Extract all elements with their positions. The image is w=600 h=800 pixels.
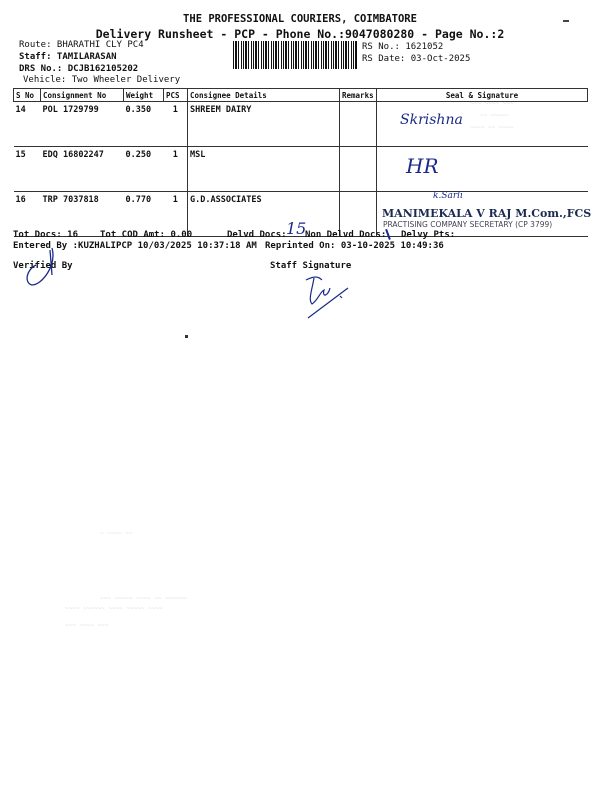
col-consignee: Consignee Details [188, 89, 340, 102]
signature-row14: Skrishna [400, 112, 463, 128]
faint-text: ~~ ~~~~~ [480, 112, 509, 119]
row-pcs: 1 [164, 147, 188, 192]
row-weight: 0.250 [124, 147, 164, 192]
drs-number: DRS No.: DCJB162105202 [19, 64, 139, 74]
verified-signature-icon [22, 245, 62, 290]
col-sno: S No [14, 89, 41, 102]
row-consignment: TRP 7037818 [41, 192, 124, 237]
faint-text: ~~~ ~~~~ ~~~ [65, 622, 109, 629]
rs-date: RS Date: 03-Oct-2025 [362, 54, 471, 64]
route: Route: BHARATHI CLY PC4 [19, 40, 144, 50]
non-delivered-docs: Non Delvd Docs: [305, 230, 387, 240]
mark [563, 20, 569, 22]
table-row [14, 147, 588, 192]
stamp-role: PRACTISING COMPANY SECRETARY (CP 3799) [383, 220, 553, 229]
company-title: THE PROFESSIONAL COURIERS, COIMBATORE [183, 13, 417, 25]
col-pcs: PCS [164, 89, 188, 102]
faint-text: ~~~~ ~~~~~~ ~~~~ ~~~~~ ~~~~ [65, 605, 163, 612]
col-seal: Seal & Signature [377, 89, 588, 102]
vehicle: Vehicle: Two Wheeler Delivery [23, 75, 181, 85]
row-remarks [340, 147, 377, 192]
verified-by: Verified By [13, 261, 73, 271]
total-cod: Tot COD Amt: 0.00 [100, 230, 193, 240]
row-sno: 15 [14, 147, 41, 192]
delivered-docs: Delvd Docs: [227, 230, 287, 240]
reprinted-on: Reprinted On: 03-10-2025 10:49:36 [265, 241, 444, 251]
row-pcs: 1 [164, 102, 188, 147]
barcode [233, 41, 358, 69]
row-consignee: G.D.ASSOCIATES [188, 192, 340, 237]
col-remarks: Remarks [340, 89, 377, 102]
row-consignment: POL 1729799 [41, 102, 124, 147]
row-sno: 16 [14, 192, 41, 237]
entered-by: Entered By :KUZHALIPCP 10/03/2025 10:37:18 AM [13, 241, 257, 251]
signature-row16: k.Sarli [433, 191, 463, 201]
stamp-name: MANIMEKALA V RAJ M.Com.,FCS [382, 207, 592, 220]
row-consignment: EDQ 16802247 [41, 147, 124, 192]
rs-number: RS No.: 1621052 [362, 42, 444, 52]
row-weight: 0.770 [124, 192, 164, 237]
dot-mark [185, 335, 188, 338]
signature-row15: HR [406, 154, 439, 178]
row-weight: 0.350 [124, 102, 164, 147]
delivery-points: Delvy Pts: [401, 230, 456, 240]
faint-text: ~ ~~~~ ~~ [100, 530, 133, 537]
row-consignee: MSL [188, 147, 340, 192]
staff: Staff: TAMILARASAN [19, 52, 117, 62]
faint-text: ~~~ ~~~~ ~~~ [470, 100, 514, 107]
row-remarks [340, 102, 377, 147]
row-consignee: SHREEM DAIRY [188, 102, 340, 147]
row-sno: 14 [14, 102, 41, 147]
faint-text: ~~~~ ~~ ~~~~ [470, 124, 514, 131]
col-weight: Weight [124, 89, 164, 102]
total-docs: Tot Docs: 16 [13, 230, 79, 240]
staff-signature-icon [300, 270, 360, 325]
row-pcs: 1 [164, 192, 188, 237]
runsheet-subtitle: Delivery Runsheet - PCP - Phone No.:9047080280 - Page No.:2 [95, 27, 505, 41]
staff-signature-label: Staff Signature [270, 261, 352, 271]
faint-text: ~~~ ~~~~~ ~~~~ ~~ ~~~~~~ [100, 595, 187, 602]
delivered-count-handwritten: 15 [286, 219, 307, 238]
col-consignment: Consignment No [41, 89, 124, 102]
